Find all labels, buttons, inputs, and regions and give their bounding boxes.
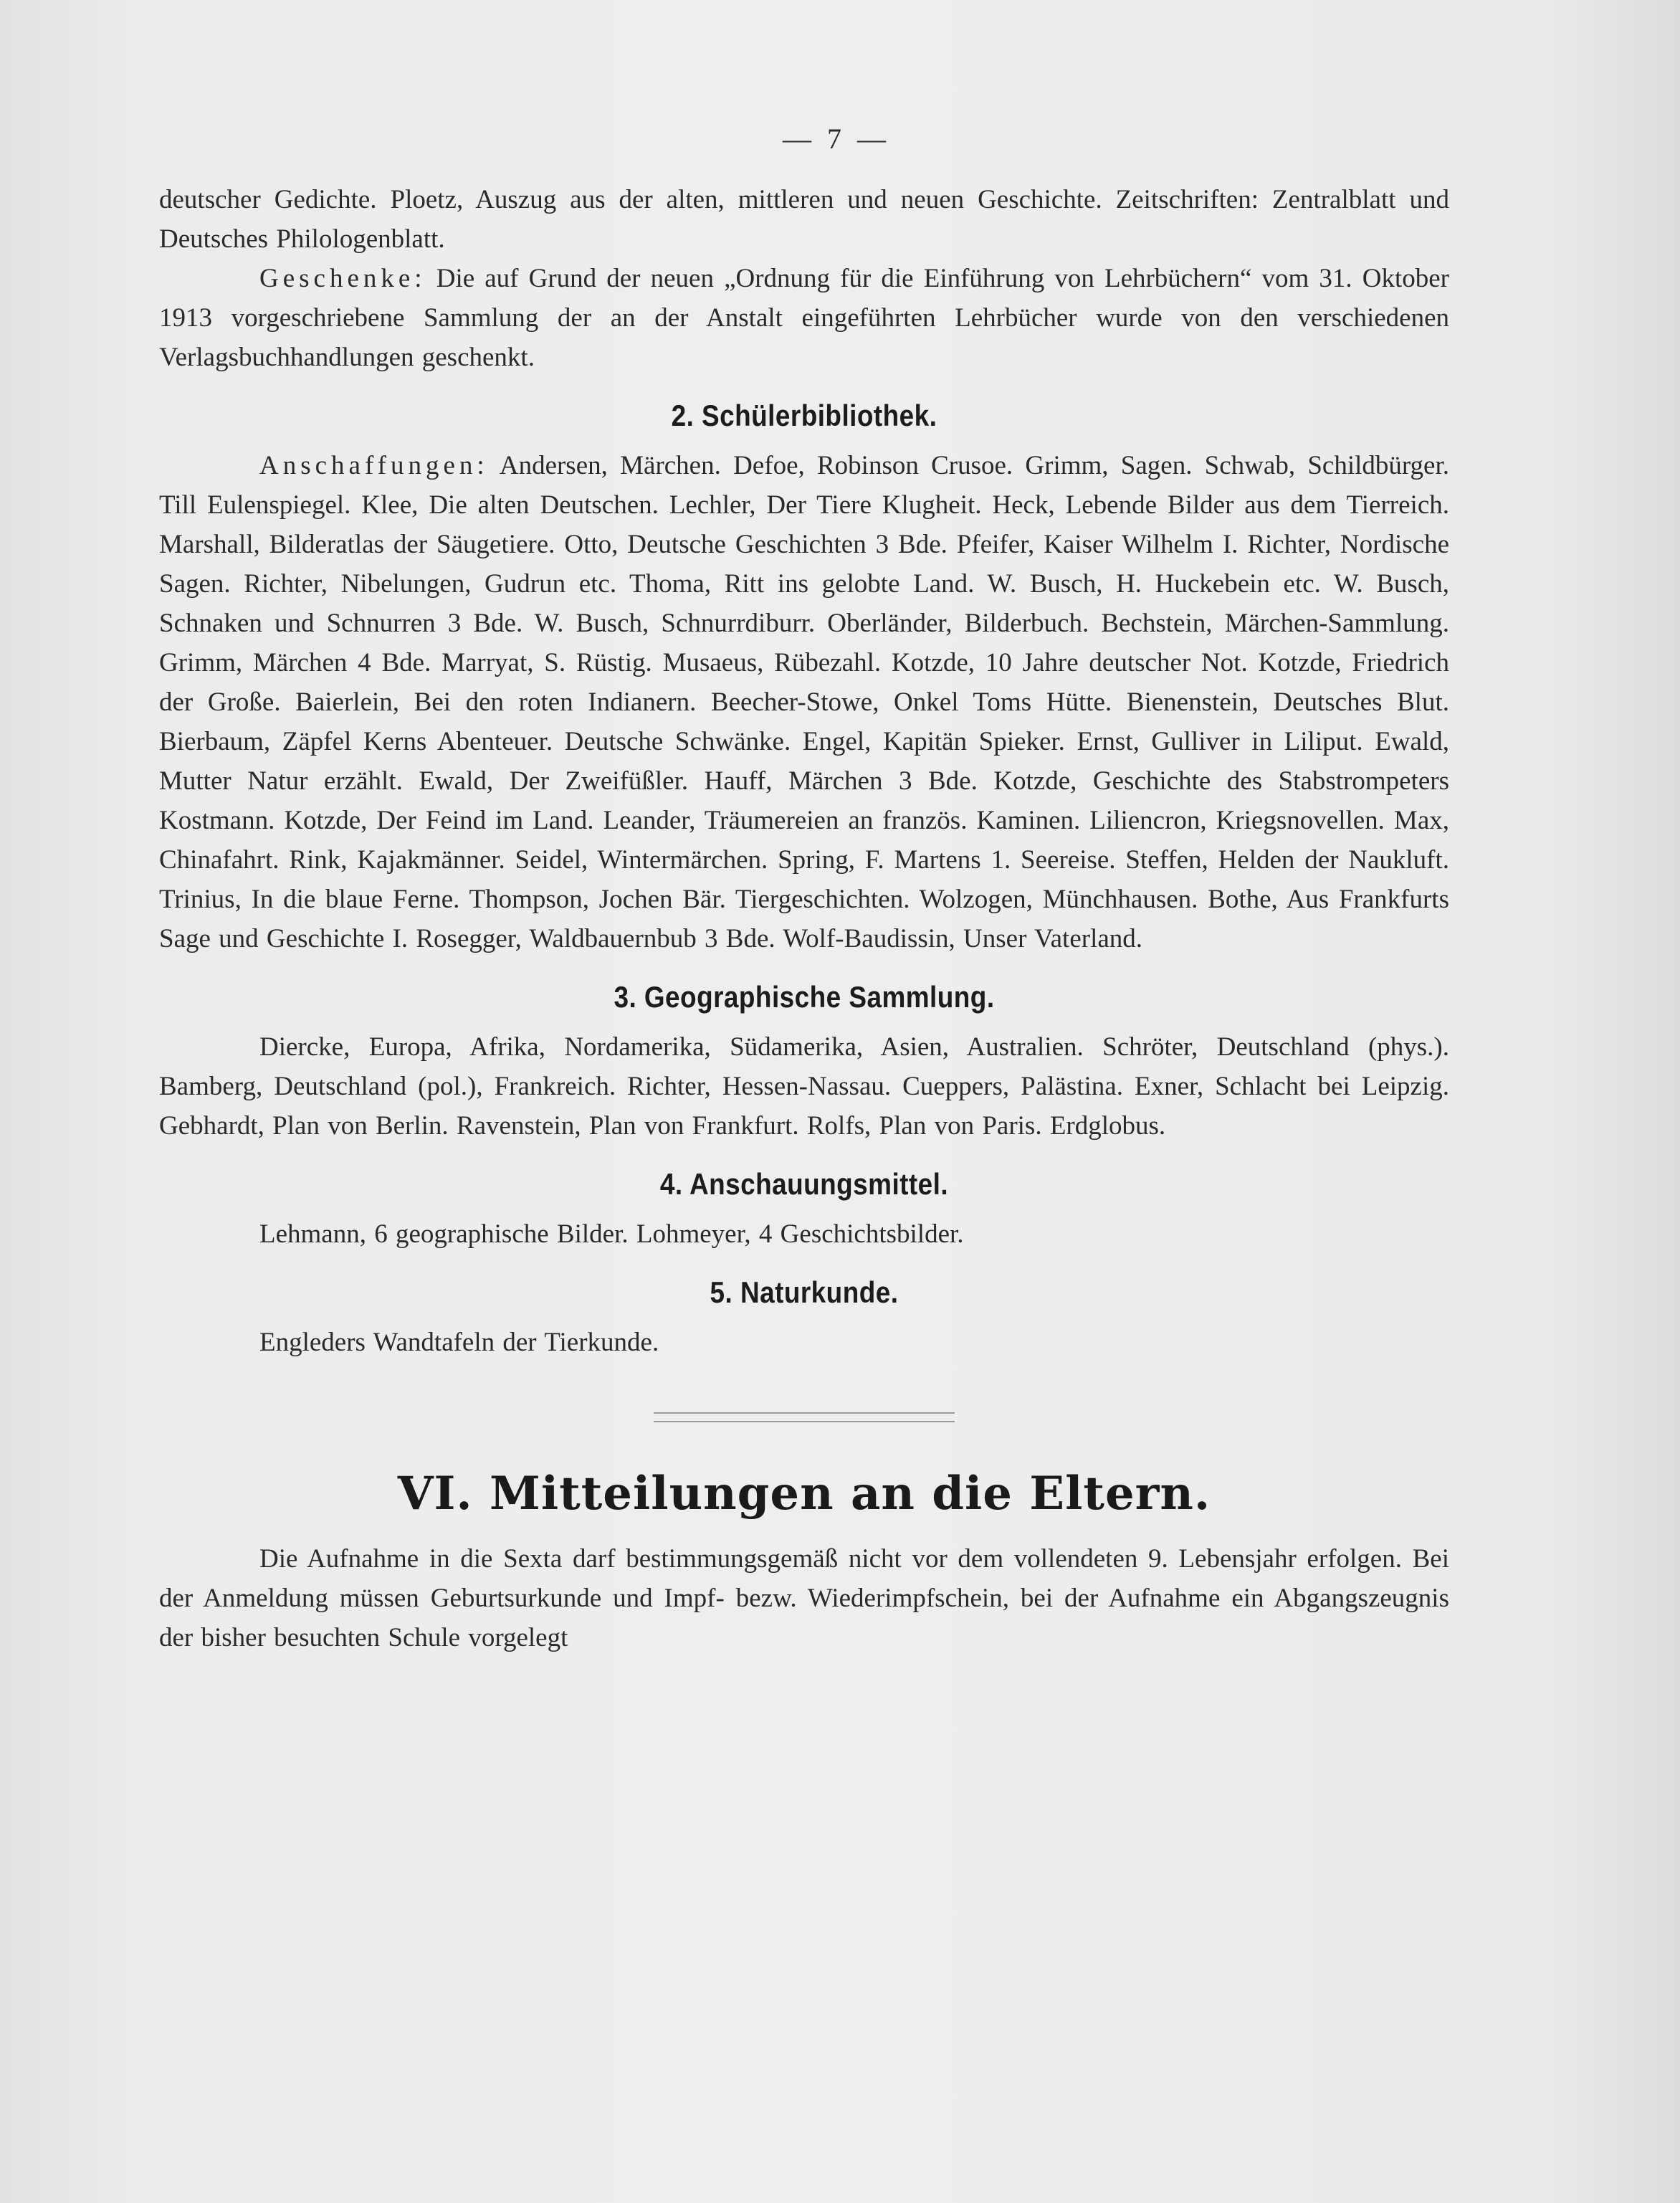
section-heading-schuelerbibliothek: 2. Schülerbibliothek. <box>671 399 937 432</box>
geographische-sammlung-paragraph: Diercke, Europa, Afrika, Nordamerika, Südamerika, Asien, Australien. Schröter, Deutschland (phys.). Bamberg, Deutschland (pol.), Frankreich. Richter, Hessen-Nassau. Cueppers, Palästina. Exner, Schlacht bei Leipzig. Gebhardt, Plan von Berlin. Ravenstein, Plan von Frankfurt. Rolfs, Plan von Paris. Erdglobus. <box>159 1032 1449 1141</box>
anschauungsmittel-paragraph: Lehmann, 6 geographische Bilder. Lohmeyer, 4 Geschichtsbilder. <box>259 1219 964 1249</box>
schuelerbibliothek-paragraph <box>159 446 1449 958</box>
naturkunde-paragraph: Engleders Wandtafeln der Tierkunde. <box>259 1328 659 1357</box>
section-heading-geographische-sammlung: 3. Geographische Sammlung. <box>614 980 995 1014</box>
section-heading-anschauungsmittel: 4. Anschauungsmittel. <box>659 1167 949 1201</box>
page-content <box>159 122 1449 1657</box>
acquisitions-label: Anschaffungen: <box>259 451 489 480</box>
gifts-label: Geschenke: <box>259 264 426 293</box>
chapter-paragraph: Die Aufnahme in die Sexta darf bestimmungsgemäß nicht vor dem vollendeten 9. Lebensjahr erfolgen. Bei der Anmeldung müssen Geburtsurkunde und Impf- bezw. Wiederimpfschein, bei der Aufnahme ein Abgangszeugnis der bisher besuchten Schule vorgelegt <box>159 1544 1449 1652</box>
section-heading-naturkunde: 5. Naturkunde. <box>710 1275 899 1309</box>
chapter-title: VI. Mitteilungen an die Eltern. <box>397 1467 1211 1521</box>
acquisitions-text: Andersen, Märchen. Defoe, Robinson Crusoe. Grimm, Sagen. Schwab, Schildbürger. Till Eulenspiegel. Klee, Die alten Deutschen. Lechler, Der Tiere Klugheit. Heck, Lebende Bilder aus dem Tierreich. Marshall, Bilderatlas der Säugetiere. Otto, Deutsche Geschichten 3 Bde. Pfeifer, Kaiser Wilhelm I. Richter, Nordische Sagen. Richter, Nibelungen, Gudrun etc. Thoma, Ritt ins gelobte Land. W. Busch, H. Huckebein etc. W. Busch, Schnaken und Schnurren 3 Bde. W. Busch, Schnurrdiburr. Oberländer, Bilderbuch. Bechstein, Märchen-Sammlung. Grimm, Märchen 4 Bde. Marryat, S. Rüstig. Musaeus, Rübezahl. Kotzde, 10 Jahre deutscher Not. Kotzde, Friedrich der Große. Baierlein, Bei den roten Indianern. Beecher-Stowe, Onkel Toms Hütte. Bienenstein, Deutsches Blut. Bierbaum, Zäpfel Kerns Abenteuer. Deutsche Schwänke. Engel, Kapitän Spieker. Ernst, Gulliver in Liliput. Ewald, Mutter Natur erzählt. Ewald, Der Zweifüßler. Hauff, Märchen 3 Bde. Kotzde, Geschichte des Stabstrompeters Kostmann. Kotzde, Der Feind im Land. Leander, Träumereien an französ. Kaminen. Liliencron, Kriegsnovellen. Max, Chinafahrt. Rink, Kajakmänner. Seidel, Wintermärchen. Spring, F. Martens 1. Seereise. Steffen, Helden der Naukluft. Trinius, In die blaue Ferne. Thompson, Jochen Bär. Tiergeschichten. Wolzogen, Münchhausen. Bothe, Aus Frankfurts Sage und Geschichte I. Rosegger, Waldbauernbub 3 Bde. Wolf-Baudissin, Unser Vaterland. <box>159 451 1449 953</box>
gifts-text: Die auf Grund der neuen „Ordnung für die Einführung von Lehrbüchern“ vom 31. Oktober 1913 vorgeschriebene Sammlung der an der Anstalt eingeführten Lehrbücher wurde von den verschiedenen Verlagsbuchhandlungen geschenkt. <box>159 264 1450 372</box>
intro-continuation-paragraph: deutscher Gedichte. Ploetz, Auszug aus der alten, mittleren und neuen Geschichte. Zeitschriften: Zentralblatt und Deutsches Philologenblatt. <box>159 185 1449 254</box>
gifts-paragraph <box>159 259 1449 377</box>
page-number: — 7 — <box>783 123 890 155</box>
section-divider <box>654 1412 955 1422</box>
